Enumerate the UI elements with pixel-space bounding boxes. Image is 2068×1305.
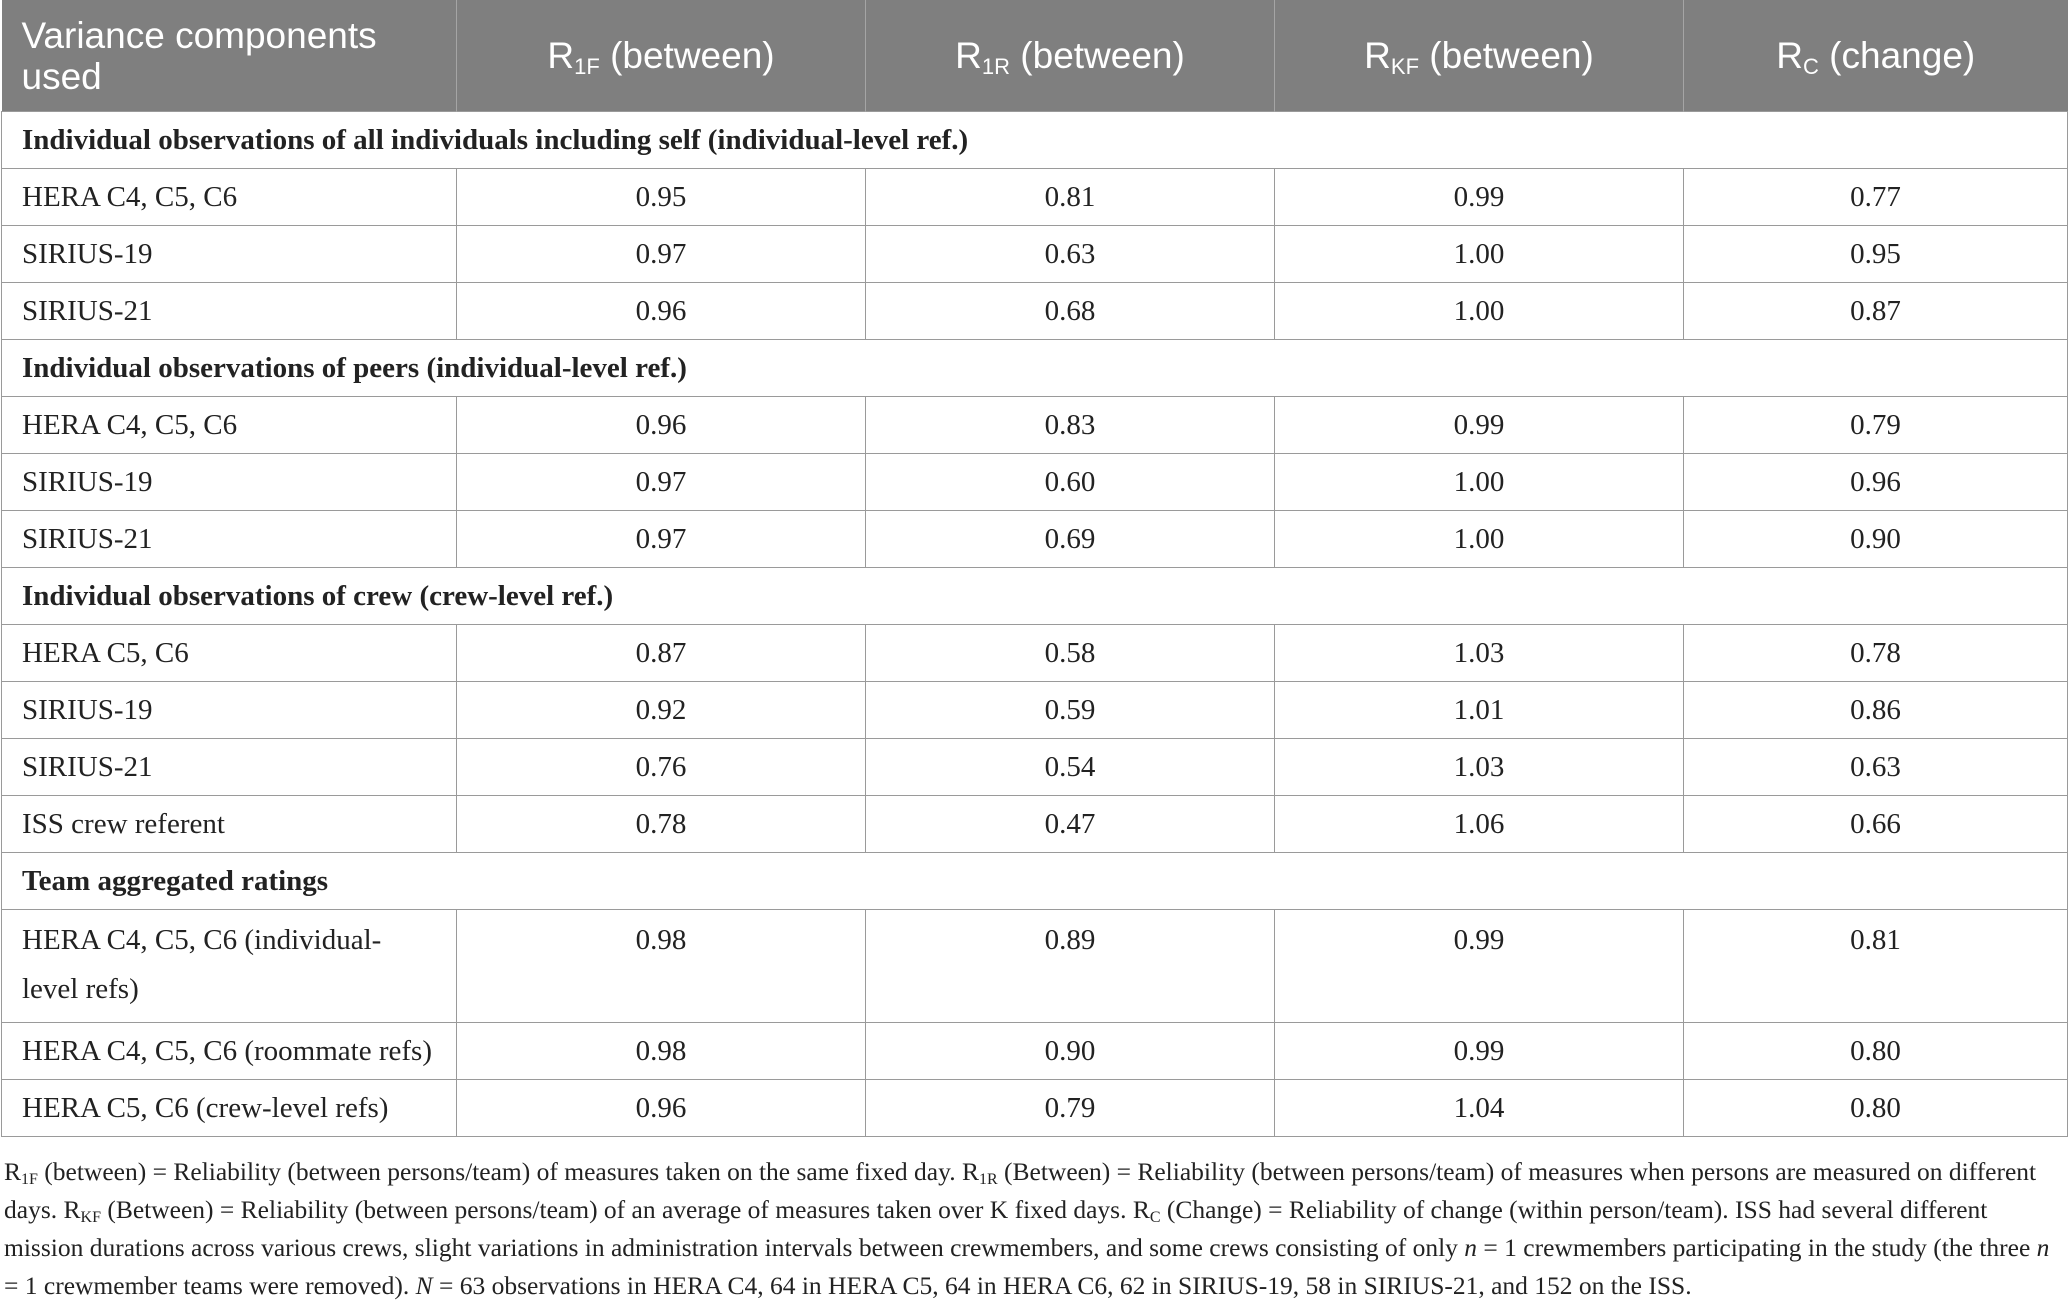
- header-r1f-base: R: [547, 35, 575, 76]
- cell-rc: 0.96: [1684, 454, 2068, 511]
- cell-rc: 0.90: [1684, 511, 2068, 568]
- cell-rkf: 0.99: [1275, 1023, 1684, 1080]
- row-label: SIRIUS-19: [2, 226, 457, 283]
- cell-rkf: 1.00: [1275, 226, 1684, 283]
- cell-r1r: 0.47: [866, 796, 1275, 853]
- cell-rkf: 1.00: [1275, 511, 1684, 568]
- cell-r1f: 0.98: [457, 1023, 866, 1080]
- cell-rkf: 1.03: [1275, 739, 1684, 796]
- row-label: SIRIUS-21: [2, 511, 457, 568]
- row-label: SIRIUS-19: [2, 682, 457, 739]
- section-title: Team aggregated ratings: [2, 853, 2068, 910]
- table-row: [2, 739, 2068, 796]
- fn-t2: = 1 crewmember teams were removed).: [4, 1271, 416, 1300]
- cell-rkf: 0.99: [1275, 397, 1684, 454]
- cell-rc: 0.81: [1684, 910, 2068, 1023]
- row-label: HERA C4, C5, C6: [2, 169, 457, 226]
- cell-r1f: 0.92: [457, 682, 866, 739]
- fn-rc-base: R: [1132, 1195, 1150, 1224]
- table-footnote: [0, 1137, 2066, 1305]
- cell-r1f: 0.96: [457, 397, 866, 454]
- cell-rc: 0.77: [1684, 169, 2068, 226]
- table-row: [2, 682, 2068, 739]
- cell-r1r: 0.90: [866, 1023, 1275, 1080]
- fn-r1r-text: (Between) = Reliability (between persons/team) of measures when persons are measured on different days.: [4, 1157, 2037, 1224]
- cell-r1f: 0.78: [457, 796, 866, 853]
- cell-r1r: 0.60: [866, 454, 1275, 511]
- cell-r1f: 0.96: [457, 283, 866, 340]
- cell-r1r: 0.79: [866, 1080, 1275, 1137]
- header-r1f-sub: 1F: [574, 54, 600, 79]
- header-rkf-rest: (between): [1419, 35, 1594, 76]
- table-row: [2, 1080, 2068, 1137]
- cell-r1r: 0.68: [866, 283, 1275, 340]
- fn-t3: = 63 observations in HERA C4, 64 in HERA C5, 64 in HERA C6, 62 in SIRIUS-19, 58 in SIRIUS-21, and 152 on the ISS.: [432, 1271, 1692, 1300]
- cell-r1f: 0.87: [457, 625, 866, 682]
- header-rc: [1684, 0, 2068, 112]
- row-label: HERA C5, C6 (crew-level refs): [2, 1080, 457, 1137]
- cell-r1f: 0.98: [457, 910, 866, 1023]
- header-rkf-sub: KF: [1390, 54, 1420, 79]
- row-label: SIRIUS-21: [2, 283, 457, 340]
- header-r1f: [457, 0, 866, 112]
- header-r1r-sub: 1R: [981, 54, 1011, 79]
- cell-rc: 0.79: [1684, 397, 2068, 454]
- fn-n1: n: [1464, 1233, 1478, 1262]
- cell-r1f: 0.97: [457, 454, 866, 511]
- cell-rc: 0.80: [1684, 1023, 2068, 1080]
- cell-r1r: 0.81: [866, 169, 1275, 226]
- header-rc-base: R: [1776, 35, 1804, 76]
- table-header: [2, 0, 2068, 112]
- cell-r1r: 0.59: [866, 682, 1275, 739]
- row-label: HERA C5, C6: [2, 625, 457, 682]
- fn-rkf-base: R: [63, 1195, 81, 1224]
- header-r1r-rest: (between): [1010, 35, 1185, 76]
- cell-r1f: 0.97: [457, 226, 866, 283]
- fn-rkf-sub: KF: [80, 1209, 101, 1226]
- cell-r1r: 0.63: [866, 226, 1275, 283]
- cell-rkf: 0.99: [1275, 910, 1684, 1023]
- cell-r1r: 0.58: [866, 625, 1275, 682]
- table-row: [2, 226, 2068, 283]
- section-row: [2, 340, 2068, 397]
- fn-r1f-text: (between) = Reliability (between persons/team) of measures taken on the same fixed day.: [37, 1157, 962, 1186]
- cell-rc: 0.80: [1684, 1080, 2068, 1137]
- section-row: [2, 568, 2068, 625]
- cell-rc: 0.78: [1684, 625, 2068, 682]
- table-row: [2, 397, 2068, 454]
- table-row: [2, 511, 2068, 568]
- cell-r1f: 0.96: [457, 1080, 866, 1137]
- table-row: [2, 910, 2068, 1023]
- row-label: HERA C4, C5, C6 (individual-level refs): [2, 910, 457, 1023]
- cell-r1r: 0.69: [866, 511, 1275, 568]
- header-rkf-base: R: [1364, 35, 1391, 76]
- cell-rc: 0.86: [1684, 682, 2068, 739]
- fn-t1: = 1 crewmembers participating in the study (the three: [1477, 1233, 2037, 1262]
- row-label: ISS crew referent: [2, 796, 457, 853]
- table-row: [2, 796, 2068, 853]
- header-rc-rest: (change): [1818, 35, 1976, 76]
- cell-rc: 0.63: [1684, 739, 2068, 796]
- fn-r1r-sub: 1R: [978, 1171, 998, 1188]
- fn-r1f-sub: 1F: [21, 1171, 38, 1188]
- table-row: [2, 283, 2068, 340]
- row-label: SIRIUS-21: [2, 739, 457, 796]
- section-title: Individual observations of crew (crew-level ref.): [2, 568, 2068, 625]
- header-r1r-base: R: [955, 35, 982, 76]
- cell-r1f: 0.76: [457, 739, 866, 796]
- table-row: [2, 169, 2068, 226]
- header-r1f-rest: (between): [599, 35, 775, 76]
- row-label: HERA C4, C5, C6 (roommate refs): [2, 1023, 457, 1080]
- row-label: SIRIUS-19: [2, 454, 457, 511]
- fn-rkf-text: (Between) = Reliability (between persons/team) of an average of measures taken over K fixed days.: [100, 1195, 1133, 1224]
- table-body: [2, 112, 2068, 1137]
- fn-N: N: [415, 1271, 433, 1300]
- cell-rc: 0.87: [1684, 283, 2068, 340]
- header-r1r: [866, 0, 1275, 112]
- cell-rc: 0.95: [1684, 226, 2068, 283]
- cell-r1f: 0.95: [457, 169, 866, 226]
- reliability-table: [1, 0, 2068, 1137]
- row-label: HERA C4, C5, C6: [2, 397, 457, 454]
- cell-r1r: 0.89: [866, 910, 1275, 1023]
- cell-rkf: 1.04: [1275, 1080, 1684, 1137]
- cell-r1r: 0.54: [866, 739, 1275, 796]
- cell-rkf: 0.99: [1275, 169, 1684, 226]
- cell-rc: 0.66: [1684, 796, 2068, 853]
- header-variance-components: Variance components used: [2, 0, 457, 112]
- header-rkf: [1275, 0, 1684, 112]
- cell-r1f: 0.97: [457, 511, 866, 568]
- cell-rkf: 1.06: [1275, 796, 1684, 853]
- fn-rc-text: (Change) = Reliability of change (within person/team). ISS had several different mission durations across various crews, slight variations in administration intervals between crewmembers, and some crews consisting of only: [4, 1195, 1988, 1262]
- section-row: [2, 112, 2068, 169]
- table-row: [2, 625, 2068, 682]
- section-row: [2, 853, 2068, 910]
- cell-r1r: 0.83: [866, 397, 1275, 454]
- table-row: [2, 1023, 2068, 1080]
- fn-r1f-base: R: [4, 1157, 22, 1186]
- header-rc-sub: C: [1803, 54, 1819, 79]
- fn-n2: n: [2036, 1233, 2050, 1262]
- cell-rkf: 1.03: [1275, 625, 1684, 682]
- cell-rkf: 1.00: [1275, 454, 1684, 511]
- cell-rkf: 1.01: [1275, 682, 1684, 739]
- fn-r1r-base: R: [961, 1157, 979, 1186]
- header-row: [2, 0, 2068, 112]
- table-row: [2, 454, 2068, 511]
- section-title: Individual observations of peers (individual-level ref.): [2, 340, 2068, 397]
- fn-rc-sub: C: [1149, 1209, 1161, 1226]
- cell-rkf: 1.00: [1275, 283, 1684, 340]
- section-title: Individual observations of all individuals including self (individual-level ref.): [2, 112, 2068, 169]
